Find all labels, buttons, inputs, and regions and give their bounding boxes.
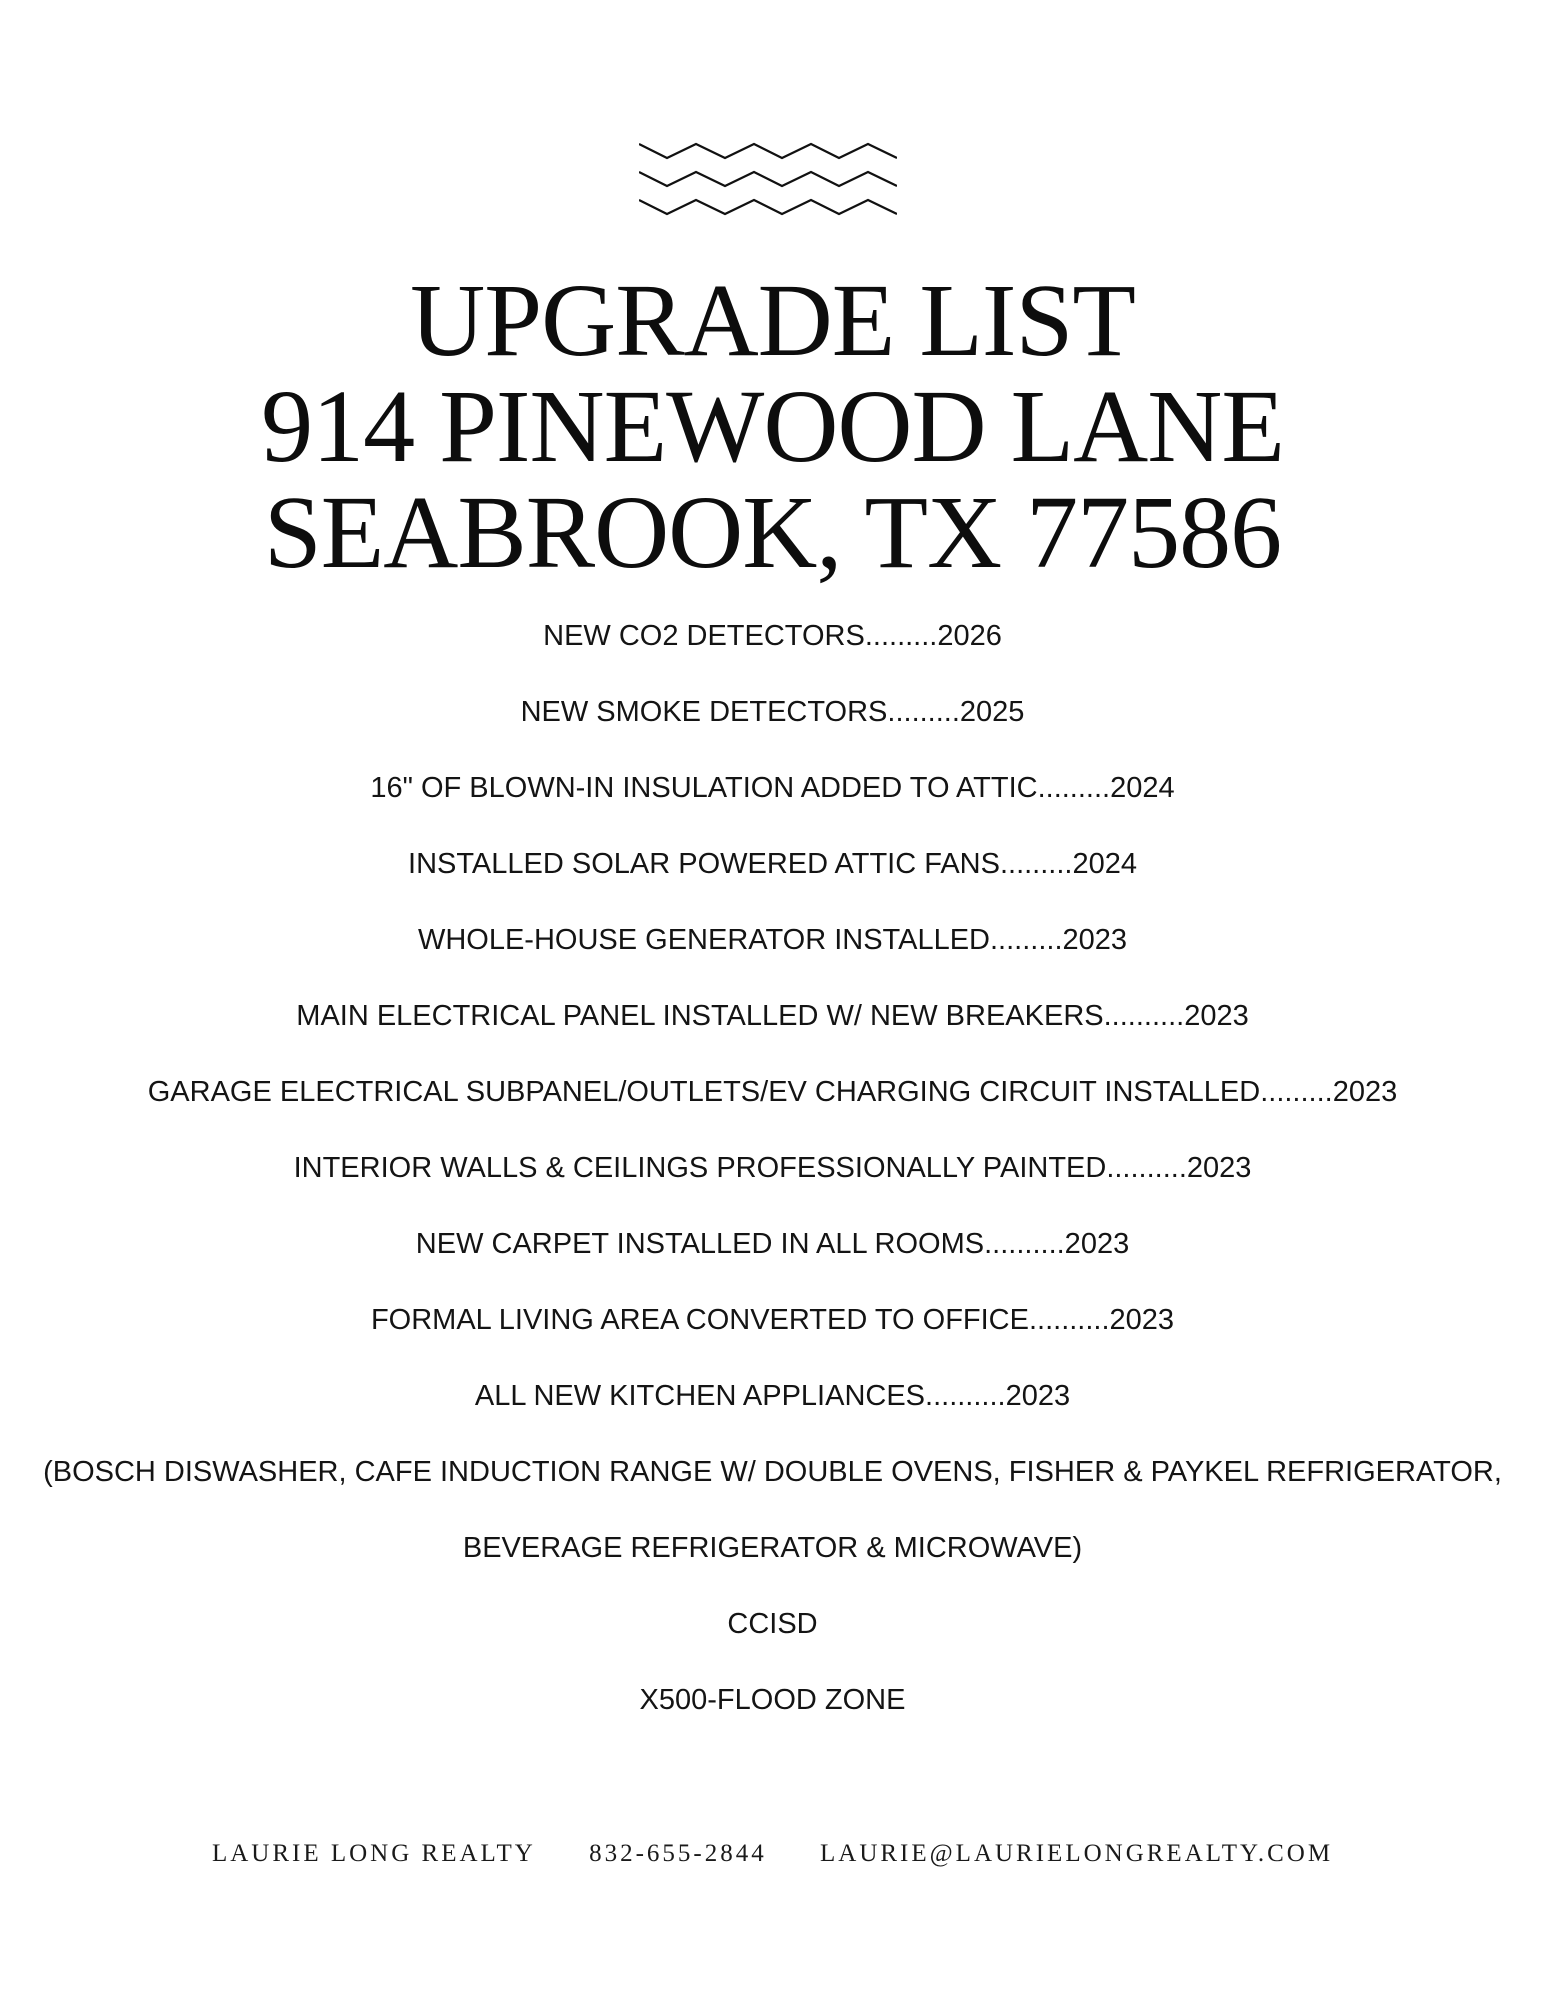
title-line-address: 914 PINEWOOD LANE [261,369,1284,484]
list-item: (BOSCH DISWASHER, CAFE INDUCTION RANGE W/ DOUBLE OVENS, FISHER & PAYKEL REFRIGERATOR, [43,1456,1502,1488]
phone-number[interactable]: 832-655-2844 [589,1840,767,1867]
page-title [0,263,1545,590]
list-item: X500-FLOOD ZONE [639,1684,906,1716]
list-item: NEW CO2 DETECTORS.........2026 [543,620,1002,652]
list-item: NEW SMOKE DETECTORS.........2025 [520,696,1025,728]
list-item: 16" OF BLOWN-IN INSULATION ADDED TO ATTIC.........2024 [370,772,1175,804]
list-item: NEW CARPET INSTALLED IN ALL ROOMS..........2023 [415,1228,1130,1260]
list-item: WHOLE-HOUSE GENERATOR INSTALLED.........2023 [417,924,1128,956]
zigzag-lines-icon [639,138,897,228]
list-item: MAIN ELECTRICAL PANEL INSTALLED W/ NEW BREAKERS..........2023 [296,1000,1249,1032]
list-item: CCISD [727,1608,818,1640]
list-item: ALL NEW KITCHEN APPLIANCES..........2023 [474,1380,1071,1412]
list-item: INSTALLED SOLAR POWERED ATTIC FANS.........2024 [408,848,1137,880]
contact-footer [0,1840,1545,1868]
list-item: BEVERAGE REFRIGERATOR & MICROWAVE) [462,1532,1083,1564]
company-name: LAURIE LONG REALTY [211,1840,536,1867]
upgrade-list [0,608,1545,1748]
email-address[interactable]: LAURIE@LAURIELONGREALTY.COM [820,1840,1334,1867]
list-item: FORMAL LIVING AREA CONVERTED TO OFFICE..........2023 [370,1304,1175,1336]
title-line-1: UPGRADE LIST [410,263,1135,378]
title-line-city: SEABROOK, TX 77586 [263,475,1282,590]
list-item: INTERIOR WALLS & CEILINGS PROFESSIONALLY PAINTED..........2023 [293,1152,1252,1184]
list-item: GARAGE ELECTRICAL SUBPANEL/OUTLETS/EV CHARGING CIRCUIT INSTALLED.........2023 [147,1076,1398,1108]
